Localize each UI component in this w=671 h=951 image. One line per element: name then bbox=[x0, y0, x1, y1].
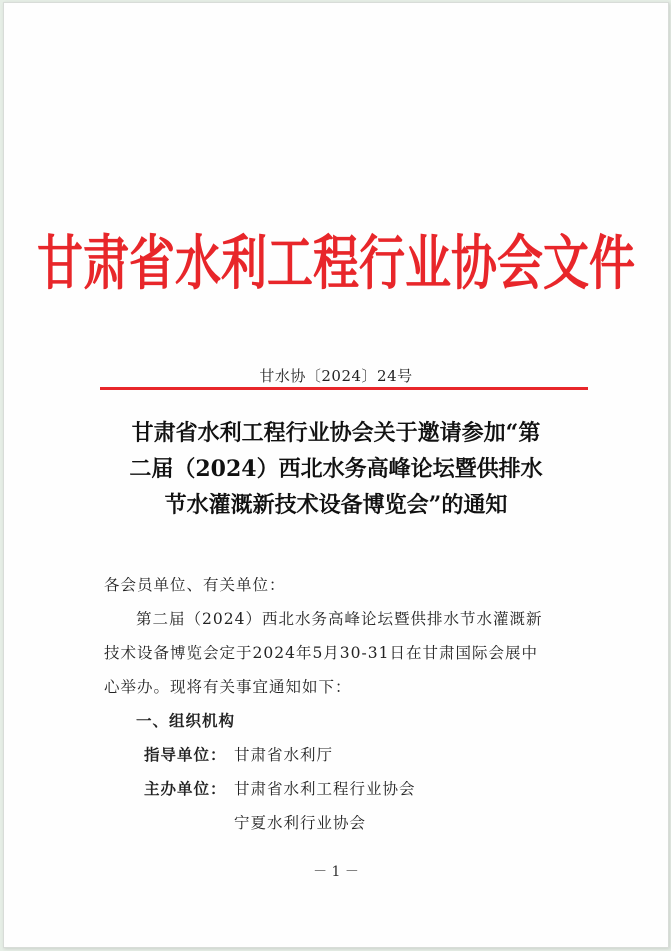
title-line-2: 二届（2024）西北水务高峰论坛暨供排水 bbox=[129, 456, 543, 482]
page-number: － 1 － bbox=[313, 864, 359, 880]
host-label: 主办单位： bbox=[144, 779, 227, 798]
section-heading: 一、组织机构 bbox=[136, 711, 236, 730]
document-page bbox=[3, 2, 669, 948]
title-line-1: 甘肃省水利工程行业协会关于邀请参加“第 bbox=[131, 420, 541, 446]
notice-title bbox=[64, 415, 608, 523]
host-value-2: 宁夏水利行业协会 bbox=[234, 814, 367, 832]
red-divider-line bbox=[100, 387, 588, 390]
document-number: 甘水协〔2024〕24号 bbox=[259, 367, 413, 385]
salutation: 各会员单位、有关单位： bbox=[104, 576, 286, 594]
guide-value: 甘肃省水利厅 bbox=[234, 746, 334, 764]
paragraph-line-3: 心举办。现将有关事宜通知如下： bbox=[104, 678, 352, 696]
masthead-title: 甘肃省水利工程行业协会文件 bbox=[37, 228, 635, 298]
title-line-3: 节水灌溉新技术设备博览会”的通知 bbox=[164, 492, 508, 518]
paragraph-line-2: 技术设备博览会定于2024年5月30-31日在甘肃国际会展中 bbox=[104, 644, 538, 662]
guide-label: 指导单位： bbox=[144, 745, 227, 764]
paragraph-line-1: 第二届（2024）西北水务高峰论坛暨供排水节水灌溉新 bbox=[136, 610, 543, 628]
host-value-1: 甘肃省水利工程行业协会 bbox=[234, 780, 416, 798]
